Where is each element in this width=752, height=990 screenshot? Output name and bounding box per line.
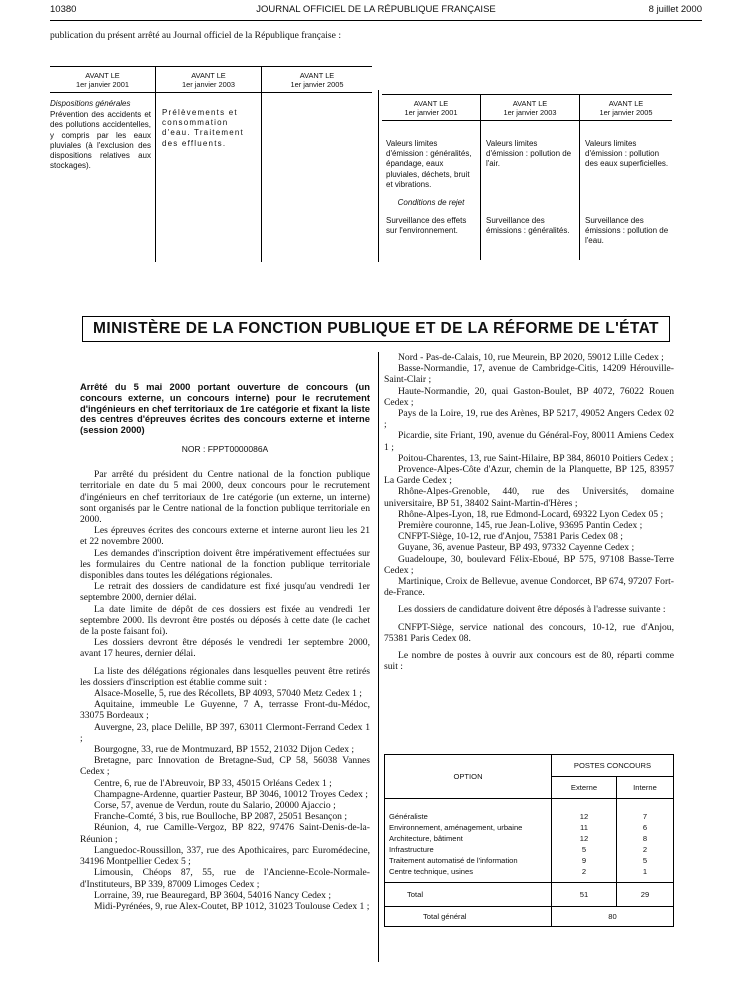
list-item: Réunion, 4, rue Camille-Vergoz, BP 822, 97476 Saint-Denis-de-la-Réunion ; [80,822,370,845]
tr-cell-1-2 [481,121,580,261]
right-column [384,352,674,672]
tl-cell-2: Prélèvements et consommation d'eau. Traitement des effluents. [156,93,262,263]
list-item: Rhône-Alpes-Grenoble, 440, rue des Universités, domaine universitaire, BP 51, 38402 Saint-Martin-d'Hères ; [384,486,674,509]
row-label: Centre technique, usines [385,866,552,883]
interne-header: Interne [617,777,674,799]
list-item: Alsace-Moselle, 5, rue des Récollets, BP 4093, 57040 Metz Cedex 1 ; [94,688,362,700]
page-header [50,4,702,20]
row-externe: 12 [552,811,617,822]
tr-section-label: Conditions de rejet [397,198,465,208]
decree-paragraphs [80,469,370,688]
deposit-paragraph: Les dossiers de candidature doivent être déposés à l'adresse suivante : [398,604,666,616]
tr-cell-1-2-text: Valeurs limites d'émission : pollution de l'air. [486,139,572,169]
table-row [385,855,674,866]
option-header: OPTION [385,755,552,799]
tl-cell-1-text: Prévention des accidents et des pollutions accidentelles, y compris par les eaux pluviales (à l'exclusion des dispositions relatives aux stockages). [50,110,151,171]
list-item: Franche-Comté, 3 bis, rue Boulloche, BP 2087, 25051 Besançon ; [94,811,348,823]
header-rule [50,20,702,21]
spacer-cell [552,799,617,811]
grand-total-row [385,906,674,926]
row-externe: 2 [552,866,617,883]
tr-cell-2-3: Surveillance des émissions : pollution de l'eau. [585,215,669,246]
journal-title: JOURNAL OFFICIEL DE LA RÉPUBLIQUE FRANÇAISE [256,4,496,15]
postes-header: POSTES CONCOURS [552,755,674,777]
tr-cell-2-2: Surveillance des émissions : généralités. [486,215,570,235]
table-row [385,822,674,833]
column-divider-bottom [378,352,379,962]
list-item: Bretagne, parc Innovation de Bretagne-Sud, CP 58, 56038 Vannes Cedex ; [80,755,370,778]
table-row [385,811,674,822]
tl-col-header-3: AVANT LE 1er janvier 2005 [262,67,373,93]
total-interne: 29 [640,889,650,899]
tl-cell-3 [262,93,373,263]
spacer-cell [617,799,674,811]
issue-date: 8 juillet 2000 [648,4,702,15]
row-externe: 9 [552,855,617,866]
top-left-block [50,30,372,41]
list-item: Midi-Pyrénées, 9, rue Alex-Coutet, BP 1012, 31023 Toulouse Cedex 1 ; [94,900,370,912]
tr-cell-1-3 [580,121,673,261]
paragraph-5: La date limite de dépôt de ces dossiers est fixée au vendredi 1er septembre 2000. Ils devront être postés ou déposés à cette date (le cachet de la poste faisant foi). [80,603,370,638]
table-row [385,844,674,855]
list-item: Martinique, Croix de Bellevue, avenue Condorcet, BP 674, 97207 Fort-de-France. [384,576,674,599]
paragraph-1: Par arrêté du président du Centre national de la fonction publique territoriale en date du 5 mai 2000, deux concours pour le recrutement d'ingénieurs en chef territoriaux de 1re catégorie (un externe, un interne) sont organisés par le Centre national de la fonction publique territoriale en 2000. [80,469,370,525]
ministry-banner: MINISTÈRE DE LA FONCTION PUBLIQUE ET DE LA RÉFORME DE L'ÉTAT [82,316,670,342]
row-interne: 6 [642,822,648,832]
paragraph-2: Les épreuves écrites des concours externe et interne auront lieu les 21 et 22 novembre 2000. [80,525,370,548]
row-label: Traitement automatisé de l'information [385,855,552,866]
paragraph-7: La liste des délégations régionales dans lesquelles peuvent être retirés les dossiers d'inscription est établie comme suit : [80,665,370,688]
page-number: 10380 [50,4,77,15]
table-row [385,833,674,844]
row-externe: 5 [552,844,617,855]
delegation-list-left [80,688,370,912]
list-item: Haute-Normandie, 20, quai Gaston-Boulet, BP 4072, 76022 Rouen Cedex ; [384,385,674,408]
list-item: Aquitaine, immeuble Le Guyenne, 7 A, terrasse Front-du-Médoc, 33075 Bordeaux ; [80,699,370,722]
paragraph-6: Les dossiers devront être déposés le vendredi 1er septembre 2000, avant 17 heures, dernier délai. [80,637,370,660]
tl-section-label: Dispositions générales [50,99,131,108]
posts-paragraph: Le nombre de postes à ouvrir aux concours est de 80, réparti comme suit : [384,650,674,673]
list-item: CNFPT-Siège, 10-12, rue d'Anjou, 75381 Paris Cedex 08 ; [398,531,623,543]
list-item: Corse, 57, avenue de Verdun, route du Salario, 20000 Ajaccio ; [94,800,336,812]
list-item: Rhône-Alpes-Lyon, 18, rue Edmond-Locard, 69322 Lyon Cedex 05 ; [398,508,664,520]
tr-cell-1-3-text: Valeurs limites d'émission : pollution des eaux superficielles. [585,139,669,169]
row-label: Architecture, bâtiment [385,833,552,844]
nor-reference: NOR : FPPT0000086A [181,443,269,454]
row-interne: 5 [642,855,648,865]
row-label: Infrastructure [385,844,552,855]
list-item: Provence-Alpes-Côte d'Azur, chemin de la Planquette, BP 125, 83957 La Garde Cedex ; [384,464,674,487]
list-item: Lorraine, 39, rue Beauregard, BP 3604, 54016 Nancy Cedex ; [94,889,332,901]
row-label: Généraliste [385,811,552,822]
row-interne: 2 [642,844,648,854]
tr-cell-2-1: Surveillance des effets sur l'environnement. [386,216,467,236]
row-interne: 1 [617,866,674,883]
total-row [385,882,674,906]
list-item: Guadeloupe, 30, boulevard Félix-Eboué, BP 575, 97108 Basse-Terre Cedex ; [384,553,674,576]
address-paragraph: CNFPT-Siège, service national des concours, 10-12, rue d'Anjou, 75381 Paris Cedex 08. [384,621,674,644]
list-item: Languedoc-Roussillon, 337, rue des Apothicaires, parc Euromédecine, 34196 Montpellier Cedex 5 ; [80,844,370,868]
total-externe: 51 [552,882,617,906]
tl-cell-1 [50,93,156,263]
total-label: Total [385,882,552,906]
tl-col-header-2: AVANT LE 1er janvier 2003 [156,67,262,93]
top-left-table [50,66,372,262]
tr-col-header-3: AVANT LE 1er janvier 2005 [580,95,673,121]
paragraph-3: Les demandes d'inscription doivent être impérativement effectuées sur les formulaires du Centre national de la fonction publique territoriale disponibles dans toutes les délégations régionales. [80,547,370,582]
tr-cell-1-1 [382,121,481,261]
column-divider-top [378,90,379,262]
list-item: Guyane, 36, avenue Pasteur, BP 493, 97332 Cayenne Cedex ; [398,542,635,554]
delegation-list-right [384,352,674,598]
list-item: Première couronne, 145, rue Jean-Lolive, 93695 Pantin Cedex ; [398,520,643,532]
list-item: Picardie, site Friant, 190, avenue du Général-Foy, 80011 Amiens Cedex 1 ; [384,430,674,453]
grand-total-value: 80 [608,911,617,921]
table-row [385,866,674,883]
externe-header: Externe [552,777,617,799]
list-item: Pays de la Loire, 19, rue des Arènes, BP 5217, 49052 Angers Cedex 02 ; [384,408,674,431]
list-item: Basse-Normandie, 17, avenue de Cambridge-Citis, 14209 Hérouville-Saint-Clair ; [384,363,674,386]
row-externe: 11 [552,822,617,833]
list-item: Auvergne, 23, place Delille, BP 397, 63011 Clermont-Ferrand Cedex 1 ; [80,721,370,744]
list-item: Bourgogne, 33, rue de Montmuzard, BP 1552, 21032 Dijon Cedex ; [94,744,355,756]
row-interne: 8 [642,833,648,843]
tr-col-header-2: AVANT LE 1er janvier 2003 [481,95,580,121]
paragraph-4: Le retrait des dossiers de candidature est fixé jusqu'au vendredi 1er septembre 2000, dernier délai. [80,581,370,604]
row-externe: 12 [552,833,617,844]
list-item: Champagne-Ardenne, quartier Pasteur, BP 3046, 10012 Troyes Cedex ; [94,788,368,800]
left-column [80,382,370,912]
spacer-cell [385,799,552,811]
list-item: Centre, 6, rue de l'Abreuvoir, BP 33, 45015 Orléans Cedex 1 ; [94,777,332,789]
posts-table [384,754,674,927]
list-item: Nord - Pas-de-Calais, 10, rue Meurein, BP 2020, 59012 Lille Cedex ; [398,352,664,363]
list-item: Limousin, Chéops 87, 55, rue de l'Ancienne-Ecole-Normale-d'Instituteurs, BP 339, 87009 Limoges Cedex ; [80,867,370,890]
publication-intro: publication du présent arrêté au Journal officiel de la République française : [50,30,341,41]
row-label: Environnement, aménagement, urbaine [385,822,552,833]
grand-total-label: Total général [385,906,552,926]
list-item: Poitou-Charentes, 13, rue Saint-Hilaire, BP 384, 86010 Poitiers Cedex ; [398,452,674,464]
tr-col-header-1: AVANT LE 1er janvier 2001 [382,95,481,121]
tl-col-header-1: AVANT LE 1er janvier 2001 [50,67,156,93]
row-interne: 7 [642,811,648,821]
decree-title: Arrêté du 5 mai 2000 portant ouverture de concours (un concours externe, un concours interne) pour le recrutement d'ingénieurs en chef territoriaux de 1re catégorie et fixant la liste des centres d'épreuves écrites des concours externe et interne (session 2000) [80,381,370,436]
tr-cell-1-1-text: Valeurs limites d'émission : généralités, épandage, eaux pluviales, déchets, bruit et vibrations. [386,139,472,189]
top-right-table [382,94,672,260]
